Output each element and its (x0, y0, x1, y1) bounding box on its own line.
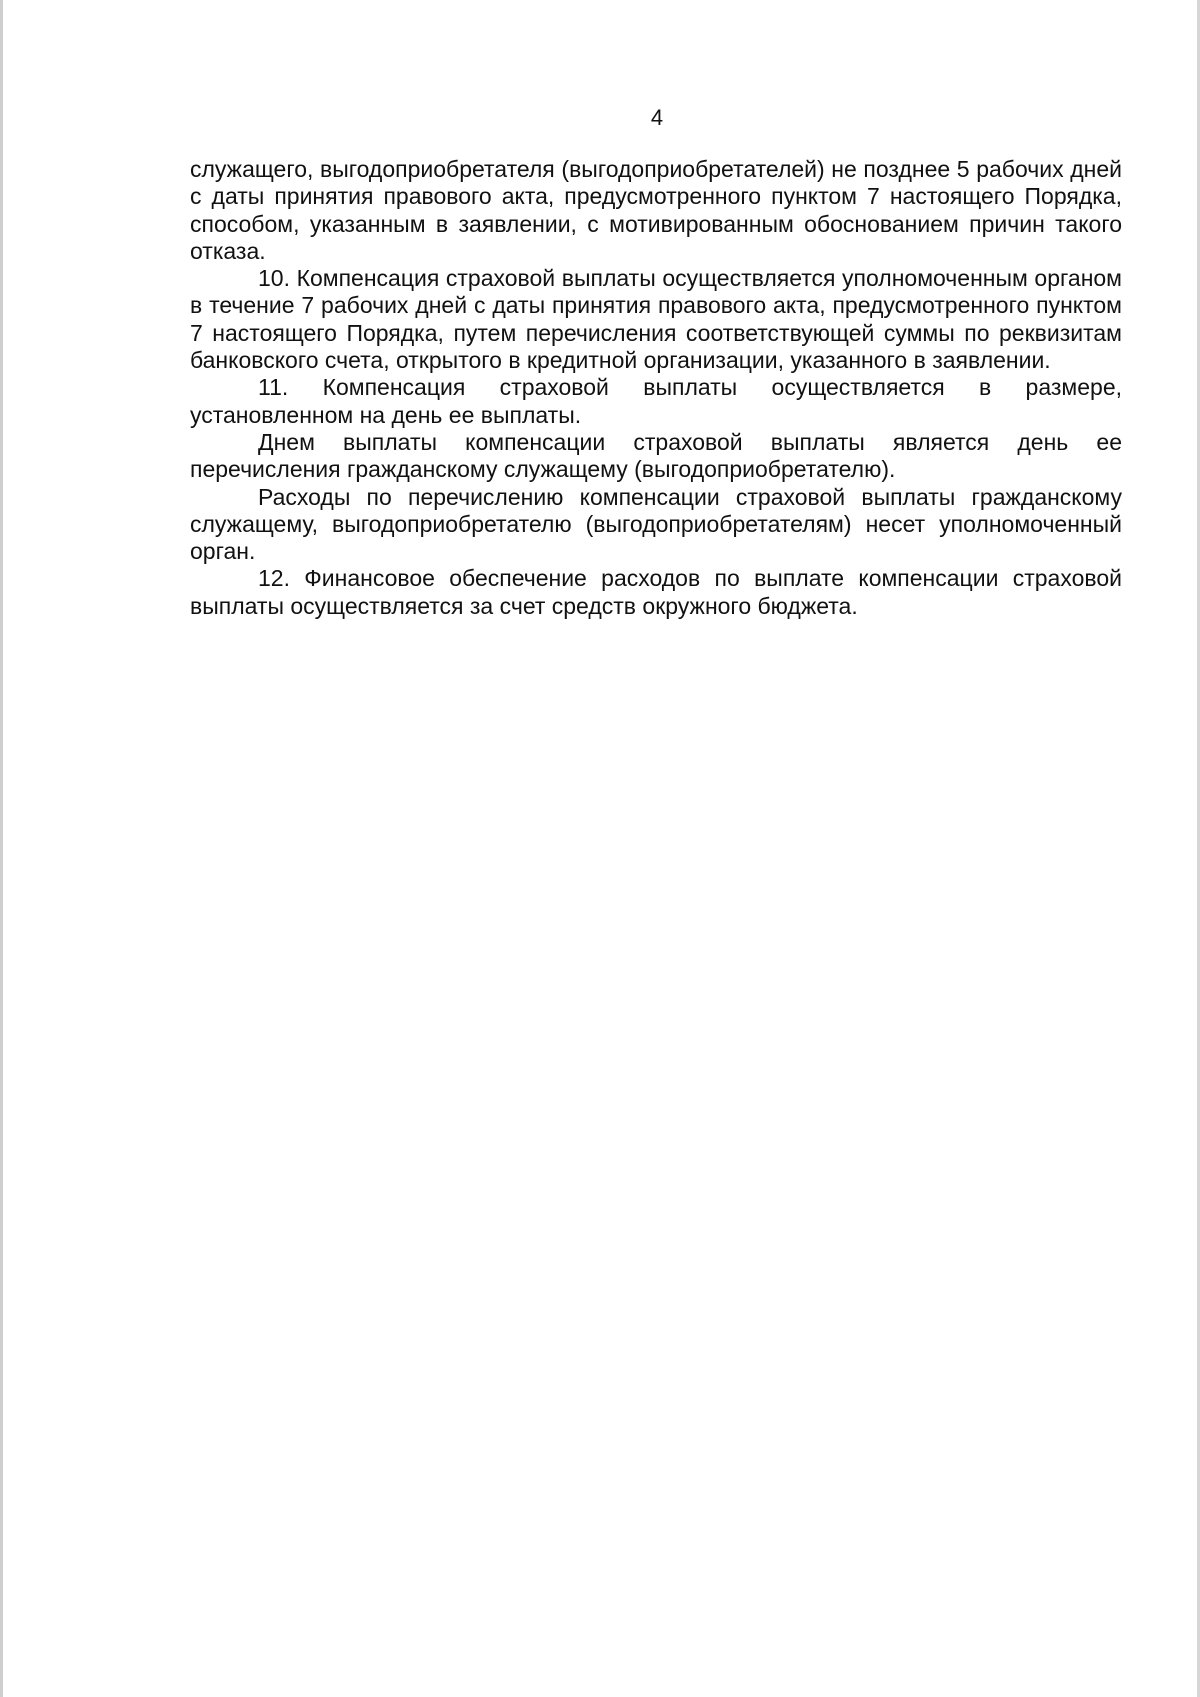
document-body (190, 156, 1122, 620)
paragraph-expenses: Расходы по перечислению компенсации страховой выплаты гражданскому служащему, выгодоприобретателю (выгодоприобретателям) несет уполномоченный орган. (190, 483, 1122, 565)
paragraph-item-12: 12. Финансовое обеспечение расходов по выплате компенсации страховой выплаты осуществляется за счет средств окружного бюджета. (190, 565, 1122, 619)
page-number: 4 (650, 105, 664, 130)
paragraph-item-11: 11. Компенсация страховой выплаты осуществляется в размере, установленном на день ее выплаты. (190, 374, 1122, 428)
page-edge-left (0, 0, 3, 1697)
paragraph-item-10: 10. Компенсация страховой выплаты осуществляется уполномоченным органом в течение 7 рабочих дней с даты принятия правового акта, предусмотренного пунктом 7 настоящего Порядка, путем перечисления соответствующей суммы по реквизитам банковского счета, открытого в кредитной организации, указанного в заявлении. (190, 265, 1122, 374)
paragraph-continuation: служащего, выгодоприобретателя (выгодоприобретателей) не позднее 5 рабочих дней с даты принятия правового акта, предусмотренного пунктом 7 настоящего Порядка, способом, указанным в заявлении, с мотивированным обоснованием причин такого отказа. (190, 156, 1122, 264)
paragraph-payment-day: Днем выплаты компенсации страховой выплаты является день ее перечисления гражданскому служащему (выгодоприобретателю). (190, 428, 1122, 483)
